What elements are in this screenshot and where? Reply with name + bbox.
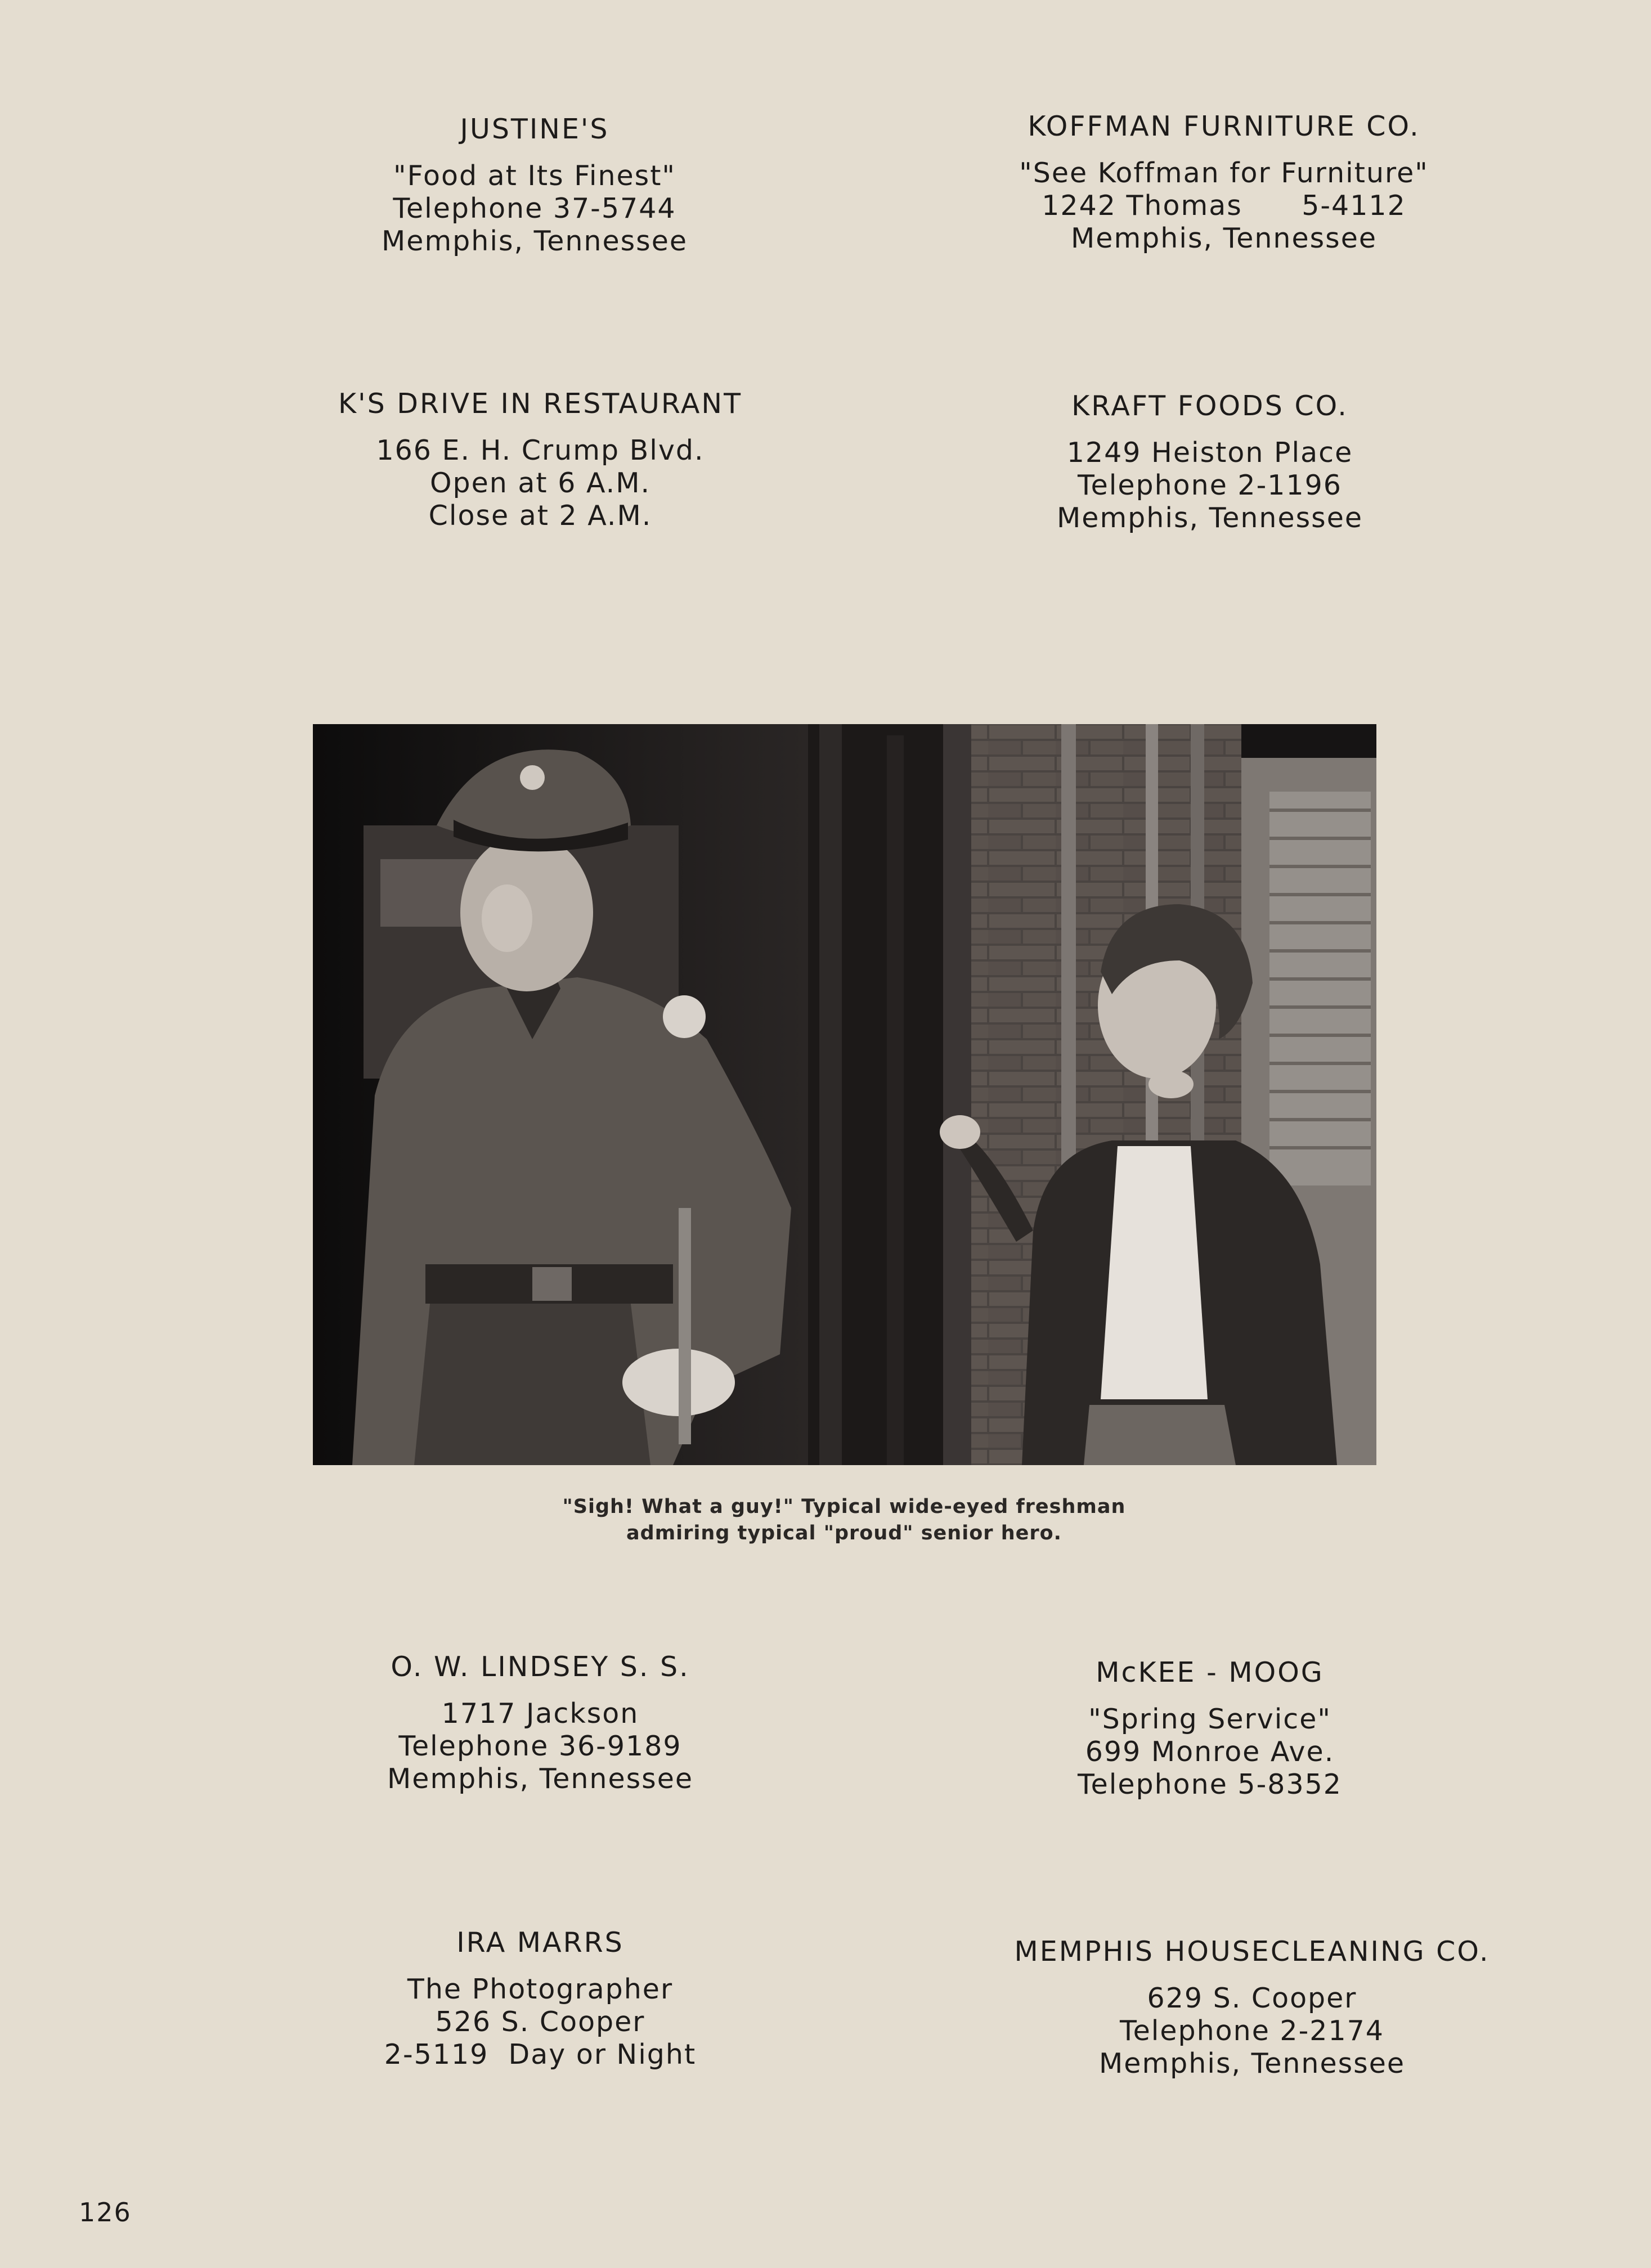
ad-line: Telephone 5-8352 bbox=[1078, 1768, 1342, 1800]
ad-line: Memphis, Tennessee bbox=[387, 1763, 693, 1795]
ad-line: 1242 Thomas 5-4112 bbox=[1042, 190, 1406, 222]
ad-line: Telephone 2-2174 bbox=[1120, 2015, 1384, 2047]
ad-name: McKEE - MOOG bbox=[1096, 1656, 1324, 1688]
caption-line: "Sigh! What a guy!" Typical wide-eyed freshman bbox=[562, 1495, 1126, 1518]
ad-name: K'S DRIVE IN RESTAURANT bbox=[338, 388, 743, 420]
ad-line: Memphis, Tennessee bbox=[1099, 2047, 1405, 2080]
ad-line: "Food at Its Finest" bbox=[393, 160, 676, 192]
ad-name: KOFFMAN FURNITURE CO. bbox=[1028, 110, 1420, 142]
ad-ira-marrs bbox=[315, 1926, 765, 2071]
ad-name: KRAFT FOODS CO. bbox=[1071, 390, 1348, 422]
ad-line: 1717 Jackson bbox=[441, 1697, 639, 1730]
ad-line: 629 S. Cooper bbox=[1147, 1982, 1357, 2014]
ad-line: Telephone 36-9189 bbox=[398, 1730, 682, 1762]
ad-line: Close at 2 A.M. bbox=[428, 500, 652, 532]
ad-line: 699 Monroe Ave. bbox=[1085, 1736, 1335, 1768]
ad-line: Telephone 2-1196 bbox=[1078, 469, 1342, 501]
ad-ks-drive-in-restaurant bbox=[315, 387, 765, 532]
ad-mckee-moog bbox=[1013, 1656, 1407, 1801]
ad-line: Memphis, Tennessee bbox=[1071, 222, 1377, 254]
caption-line: admiring typical "proud" senior hero. bbox=[626, 1522, 1062, 1544]
ad-name: IRA MARRS bbox=[456, 1926, 624, 1959]
ad-line: "Spring Service" bbox=[1088, 1703, 1331, 1735]
ad-koffman-furniture bbox=[999, 110, 1449, 255]
ad-line: Memphis, Tennessee bbox=[382, 225, 688, 257]
ad-line: Memphis, Tennessee bbox=[1057, 502, 1363, 534]
ad-line: Open at 6 A.M. bbox=[429, 467, 651, 499]
ad-name: MEMPHIS HOUSECLEANING CO. bbox=[1014, 1935, 1490, 1968]
ad-line: "See Koffman for Furniture" bbox=[1019, 157, 1429, 189]
photo-soldier-and-freshman bbox=[313, 724, 1376, 1465]
ad-line: 166 E. H. Crump Blvd. bbox=[376, 434, 705, 466]
page-number: 126 bbox=[79, 2197, 132, 2227]
ad-name: JUSTINE'S bbox=[460, 113, 609, 145]
photo-caption bbox=[506, 1494, 1182, 1547]
ad-line: 526 S. Cooper bbox=[435, 2006, 645, 2038]
ad-memphis-housecleaning bbox=[999, 1935, 1505, 2080]
ad-line: 2-5119 Day or Night bbox=[384, 2038, 697, 2071]
ad-line: 1249 Heiston Place bbox=[1066, 437, 1353, 469]
ad-kraft-foods bbox=[999, 389, 1421, 535]
ad-justines bbox=[338, 113, 732, 258]
ad-ow-lindsey bbox=[315, 1650, 765, 1795]
ad-line: Telephone 37-5744 bbox=[393, 192, 676, 224]
ad-name: O. W. LINDSEY S. S. bbox=[391, 1651, 690, 1683]
ad-line: The Photographer bbox=[407, 1973, 674, 2005]
